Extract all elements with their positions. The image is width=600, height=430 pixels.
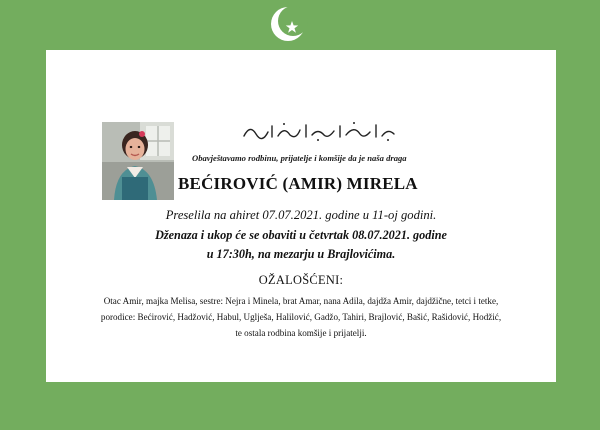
mourners-line: porodice: Bećirović, Hadžović, Habul, Uglješa, Halilović, Gadžo, Tahiri, Brajlović, Bašić, Rašidović, Hodžić, [100,312,502,322]
crescent-star-icon [265,4,311,44]
obituary-card [46,50,556,382]
deceased-name: BEĆIROVIĆ (AMIR) MIRELA [178,174,418,193]
mourners-line: te ostala rodbina komšije i prijatelji. [235,328,367,338]
funeral-line-1: Dženaza i ukop će se obaviti u četvrtak 08.07.2021. godine [155,228,447,242]
arabic-heading [236,120,406,142]
mourners-line: Otac Amir, majka Melisa, sestre: Nejra i Minela, brat Amar, nana Adila, dajdža Amir, dajdžične, tetci i tetke, [103,296,499,306]
announcement-line: Obavještavamo rodbinu, prijatelje i komšije da je naša draga [192,153,407,163]
portrait-photo [102,122,174,200]
mourners-list [50,293,552,341]
passed-away-line: Preselila na ahiret 07.07.2021. godine u 11-oj godini. [165,208,437,222]
mourners-title: OŽALOŠĆENI: [258,273,344,287]
funeral-line-2: u 17:30h, na mezarju u Brajlovićima. [206,247,396,261]
